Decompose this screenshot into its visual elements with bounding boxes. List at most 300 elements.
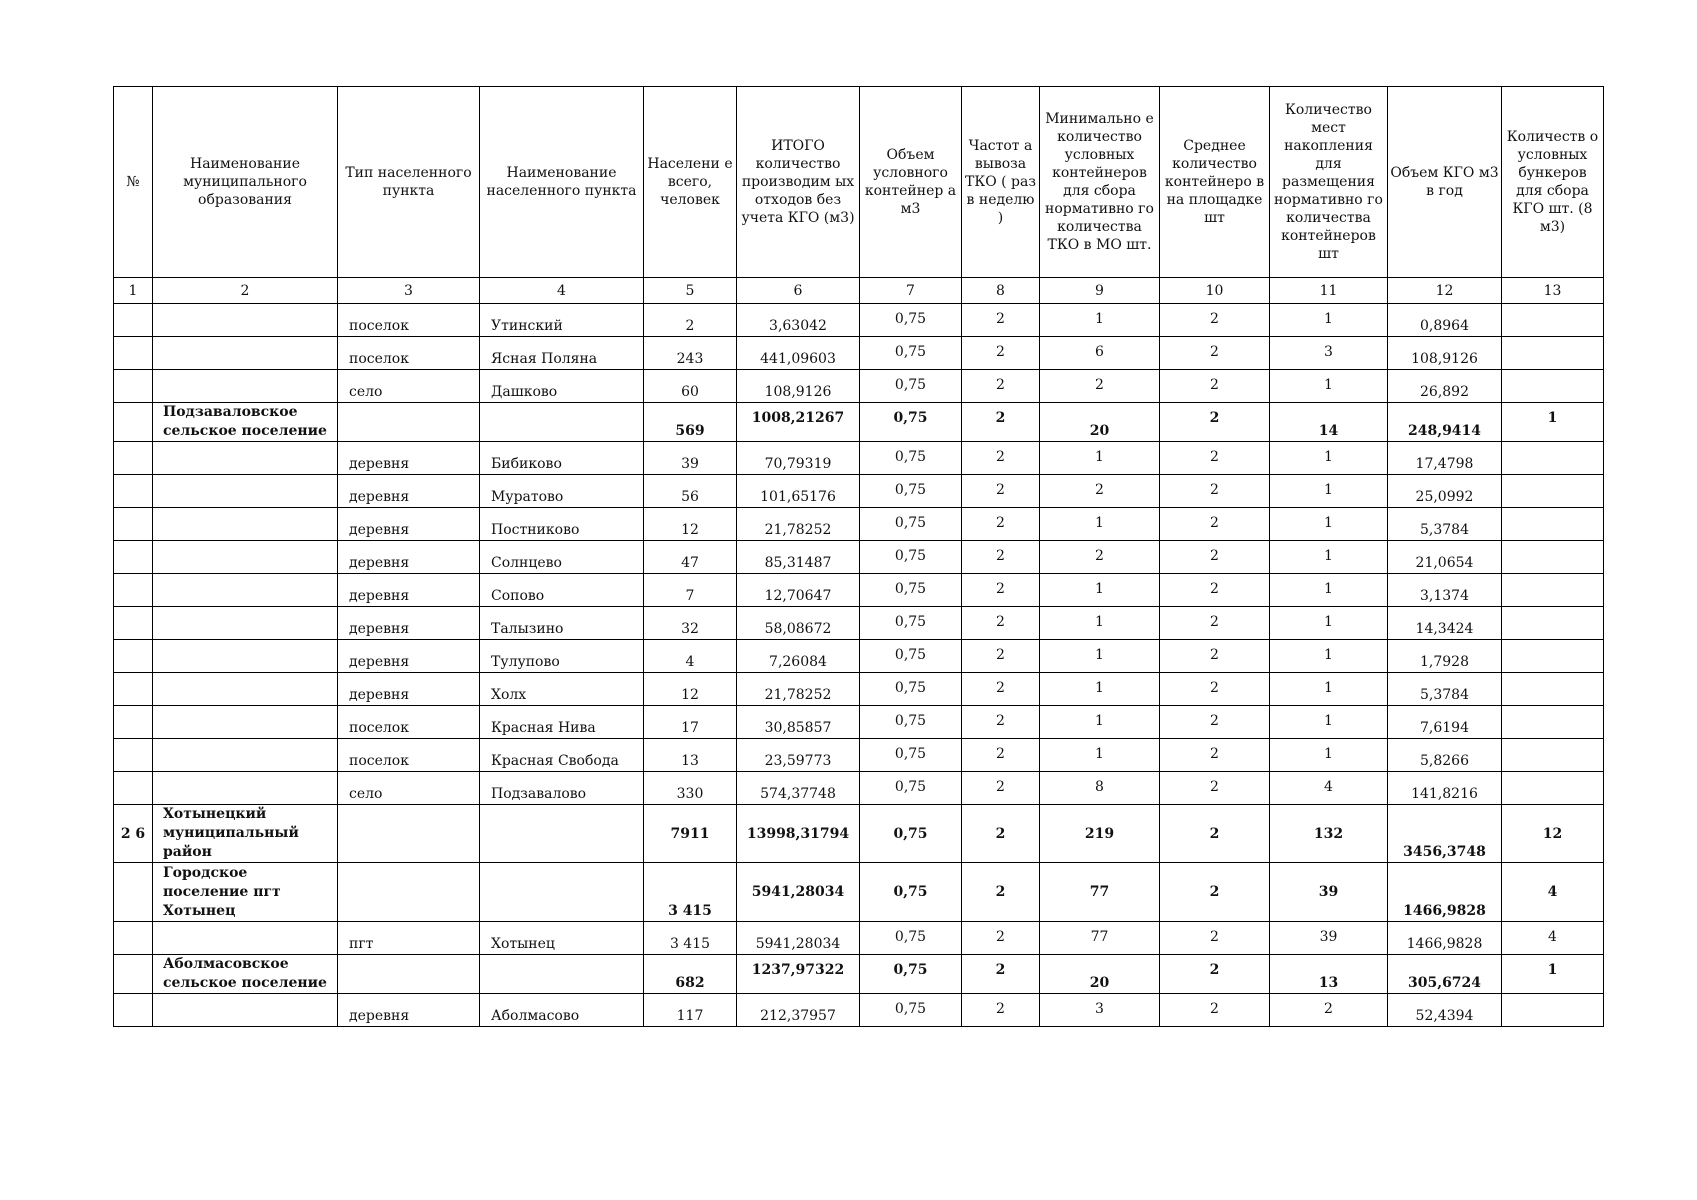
column-number: 12 xyxy=(1388,278,1502,304)
cell-total-waste: 23,59773 xyxy=(737,739,860,772)
cell-settlement-name: Талызино xyxy=(480,607,644,640)
header-total-waste: ИТОГО количество производим ых отходов без учета КГО (м3) xyxy=(737,87,860,278)
header-container-volume: Объем условного контейнер а м3 xyxy=(860,87,962,278)
cell-number xyxy=(114,508,153,541)
cell-frequency: 2 xyxy=(962,673,1040,706)
cell-municipality xyxy=(153,442,338,475)
cell-number xyxy=(114,673,153,706)
cell-min-containers: 1 xyxy=(1040,574,1160,607)
cell-sites: 132 xyxy=(1270,805,1388,863)
cell-total-waste: 21,78252 xyxy=(737,673,860,706)
cell-settlement-name: Подзавалово xyxy=(480,772,644,805)
cell-avg-containers: 2 xyxy=(1160,805,1270,863)
cell-settlement-name xyxy=(480,863,644,922)
cell-kgo-volume: 5,8266 xyxy=(1388,739,1502,772)
cell-min-containers: 20 xyxy=(1040,955,1160,994)
cell-municipality xyxy=(153,541,338,574)
cell-settlement-name: Утинский xyxy=(480,304,644,337)
cell-kgo-volume: 52,4394 xyxy=(1388,994,1502,1027)
cell-municipality xyxy=(153,607,338,640)
cell-settlement-type: деревня xyxy=(338,541,480,574)
cell-bunkers xyxy=(1502,337,1604,370)
cell-population: 12 xyxy=(644,673,737,706)
cell-container-volume: 0,75 xyxy=(860,370,962,403)
header-population: Населени е всего, человек xyxy=(644,87,737,278)
cell-min-containers: 2 xyxy=(1040,475,1160,508)
cell-settlement-name: Дашково xyxy=(480,370,644,403)
cell-municipality xyxy=(153,370,338,403)
cell-sites: 1 xyxy=(1270,304,1388,337)
cell-settlement-type xyxy=(338,863,480,922)
cell-min-containers: 77 xyxy=(1040,922,1160,955)
cell-total-waste: 5941,28034 xyxy=(737,922,860,955)
cell-container-volume: 0,75 xyxy=(860,994,962,1027)
cell-sites: 1 xyxy=(1270,541,1388,574)
cell-kgo-volume: 108,9126 xyxy=(1388,337,1502,370)
cell-kgo-volume: 7,6194 xyxy=(1388,706,1502,739)
table-row xyxy=(114,673,1604,706)
table-row xyxy=(114,706,1604,739)
cell-number xyxy=(114,640,153,673)
cell-bunkers xyxy=(1502,541,1604,574)
cell-settlement-type: деревня xyxy=(338,508,480,541)
header-avg-containers: Среднее количество контейнеро в на площадке шт xyxy=(1160,87,1270,278)
cell-sites: 1 xyxy=(1270,706,1388,739)
cell-population: 4 xyxy=(644,640,737,673)
cell-bunkers xyxy=(1502,607,1604,640)
cell-population: 117 xyxy=(644,994,737,1027)
cell-population: 3 415 xyxy=(644,922,737,955)
cell-municipality: Хотынецкий муниципальный район xyxy=(153,805,338,863)
cell-number xyxy=(114,337,153,370)
cell-bunkers xyxy=(1502,772,1604,805)
cell-settlement-type: деревня xyxy=(338,607,480,640)
cell-avg-containers: 2 xyxy=(1160,403,1270,442)
cell-total-waste: 1008,21267 xyxy=(737,403,860,442)
table-row xyxy=(114,863,1604,922)
cell-container-volume: 0,75 xyxy=(860,640,962,673)
cell-min-containers: 1 xyxy=(1040,442,1160,475)
cell-min-containers: 3 xyxy=(1040,994,1160,1027)
cell-sites: 1 xyxy=(1270,640,1388,673)
cell-sites: 39 xyxy=(1270,922,1388,955)
cell-kgo-volume: 5,3784 xyxy=(1388,508,1502,541)
column-number: 10 xyxy=(1160,278,1270,304)
cell-sites: 1 xyxy=(1270,739,1388,772)
cell-settlement-name xyxy=(480,403,644,442)
cell-min-containers: 1 xyxy=(1040,673,1160,706)
cell-settlement-type: деревня xyxy=(338,994,480,1027)
cell-population: 47 xyxy=(644,541,737,574)
cell-avg-containers: 2 xyxy=(1160,955,1270,994)
cell-avg-containers: 2 xyxy=(1160,442,1270,475)
cell-sites: 1 xyxy=(1270,574,1388,607)
cell-municipality xyxy=(153,337,338,370)
cell-container-volume: 0,75 xyxy=(860,607,962,640)
header-row xyxy=(114,87,1604,278)
cell-container-volume: 0,75 xyxy=(860,337,962,370)
cell-population: 569 xyxy=(644,403,737,442)
cell-number xyxy=(114,922,153,955)
cell-settlement-name: Солнцево xyxy=(480,541,644,574)
cell-kgo-volume: 305,6724 xyxy=(1388,955,1502,994)
cell-settlement-name: Аболмасово xyxy=(480,994,644,1027)
cell-municipality: Аболмасовское сельское поселение xyxy=(153,955,338,994)
cell-settlement-name: Бибиково xyxy=(480,442,644,475)
cell-container-volume: 0,75 xyxy=(860,304,962,337)
cell-kgo-volume: 14,3424 xyxy=(1388,607,1502,640)
column-number-row xyxy=(114,278,1604,304)
cell-municipality: Городское поселение пгт Хотынец xyxy=(153,863,338,922)
header-municipality: Наименование муниципального образования xyxy=(153,87,338,278)
document-page xyxy=(113,86,1603,1027)
cell-number xyxy=(114,863,153,922)
cell-min-containers: 2 xyxy=(1040,370,1160,403)
cell-avg-containers: 2 xyxy=(1160,475,1270,508)
cell-settlement-name xyxy=(480,805,644,863)
cell-bunkers xyxy=(1502,673,1604,706)
cell-frequency: 2 xyxy=(962,955,1040,994)
cell-container-volume: 0,75 xyxy=(860,955,962,994)
cell-min-containers: 1 xyxy=(1040,739,1160,772)
cell-frequency: 2 xyxy=(962,337,1040,370)
table-row xyxy=(114,955,1604,994)
cell-frequency: 2 xyxy=(962,805,1040,863)
cell-sites: 1 xyxy=(1270,442,1388,475)
cell-container-volume: 0,75 xyxy=(860,475,962,508)
cell-min-containers: 1 xyxy=(1040,640,1160,673)
table-row xyxy=(114,922,1604,955)
table-row xyxy=(114,574,1604,607)
cell-population: 13 xyxy=(644,739,737,772)
table-row xyxy=(114,304,1604,337)
cell-min-containers: 1 xyxy=(1040,607,1160,640)
cell-population: 39 xyxy=(644,442,737,475)
cell-total-waste: 30,85857 xyxy=(737,706,860,739)
cell-number xyxy=(114,541,153,574)
cell-population: 12 xyxy=(644,508,737,541)
cell-bunkers xyxy=(1502,706,1604,739)
cell-avg-containers: 2 xyxy=(1160,370,1270,403)
cell-frequency: 2 xyxy=(962,706,1040,739)
cell-settlement-name: Красная Нива xyxy=(480,706,644,739)
cell-settlement-type: деревня xyxy=(338,574,480,607)
cell-settlement-type xyxy=(338,955,480,994)
cell-avg-containers: 2 xyxy=(1160,541,1270,574)
cell-total-waste: 85,31487 xyxy=(737,541,860,574)
cell-settlement-type: село xyxy=(338,370,480,403)
cell-population: 7 xyxy=(644,574,737,607)
cell-kgo-volume: 21,0654 xyxy=(1388,541,1502,574)
cell-municipality xyxy=(153,739,338,772)
table-body xyxy=(114,304,1604,1027)
cell-number xyxy=(114,574,153,607)
cell-min-containers: 1 xyxy=(1040,706,1160,739)
cell-total-waste: 7,26084 xyxy=(737,640,860,673)
cell-total-waste: 1237,97322 xyxy=(737,955,860,994)
cell-kgo-volume: 5,3784 xyxy=(1388,673,1502,706)
cell-frequency: 2 xyxy=(962,541,1040,574)
cell-population: 243 xyxy=(644,337,737,370)
cell-total-waste: 13998,31794 xyxy=(737,805,860,863)
column-number: 5 xyxy=(644,278,737,304)
cell-settlement-type: деревня xyxy=(338,475,480,508)
cell-avg-containers: 2 xyxy=(1160,863,1270,922)
cell-number xyxy=(114,739,153,772)
cell-settlement-name: Тулупово xyxy=(480,640,644,673)
cell-frequency: 2 xyxy=(962,607,1040,640)
table-row xyxy=(114,994,1604,1027)
header-settlement-type: Тип населенного пункта xyxy=(338,87,480,278)
cell-avg-containers: 2 xyxy=(1160,574,1270,607)
cell-container-volume: 0,75 xyxy=(860,739,962,772)
cell-settlement-type: пгт xyxy=(338,922,480,955)
cell-frequency: 2 xyxy=(962,403,1040,442)
header-settlement-name: Наименование населенного пункта xyxy=(480,87,644,278)
cell-container-volume: 0,75 xyxy=(860,541,962,574)
cell-kgo-volume: 3,1374 xyxy=(1388,574,1502,607)
cell-municipality: Подзаваловское сельское поселение xyxy=(153,403,338,442)
column-number: 2 xyxy=(153,278,338,304)
cell-number xyxy=(114,403,153,442)
header-frequency: Частот а вывоза ТКО ( раз в неделю ) xyxy=(962,87,1040,278)
cell-kgo-volume: 25,0992 xyxy=(1388,475,1502,508)
table-row xyxy=(114,475,1604,508)
cell-total-waste: 574,37748 xyxy=(737,772,860,805)
header-kgo-volume: Объем КГО м3 в год xyxy=(1388,87,1502,278)
cell-number xyxy=(114,442,153,475)
cell-frequency: 2 xyxy=(962,772,1040,805)
cell-avg-containers: 2 xyxy=(1160,772,1270,805)
cell-sites: 1 xyxy=(1270,370,1388,403)
cell-container-volume: 0,75 xyxy=(860,442,962,475)
column-number: 11 xyxy=(1270,278,1388,304)
cell-kgo-volume: 1466,9828 xyxy=(1388,863,1502,922)
cell-sites: 4 xyxy=(1270,772,1388,805)
cell-container-volume: 0,75 xyxy=(860,706,962,739)
cell-frequency: 2 xyxy=(962,370,1040,403)
cell-municipality xyxy=(153,922,338,955)
cell-container-volume: 0,75 xyxy=(860,863,962,922)
cell-container-volume: 0,75 xyxy=(860,805,962,863)
cell-total-waste: 3,63042 xyxy=(737,304,860,337)
header-no: № xyxy=(114,87,153,278)
cell-avg-containers: 2 xyxy=(1160,994,1270,1027)
cell-number: 2 6 xyxy=(114,805,153,863)
cell-total-waste: 58,08672 xyxy=(737,607,860,640)
cell-population: 330 xyxy=(644,772,737,805)
table-row xyxy=(114,370,1604,403)
cell-frequency: 2 xyxy=(962,739,1040,772)
cell-settlement-name: Хотынец xyxy=(480,922,644,955)
cell-number xyxy=(114,607,153,640)
cell-sites: 13 xyxy=(1270,955,1388,994)
cell-total-waste: 441,09603 xyxy=(737,337,860,370)
cell-settlement-type xyxy=(338,403,480,442)
cell-bunkers xyxy=(1502,739,1604,772)
cell-municipality xyxy=(153,508,338,541)
cell-avg-containers: 2 xyxy=(1160,337,1270,370)
cell-container-volume: 0,75 xyxy=(860,508,962,541)
cell-frequency: 2 xyxy=(962,574,1040,607)
table-row xyxy=(114,337,1604,370)
cell-municipality xyxy=(153,640,338,673)
table-row xyxy=(114,442,1604,475)
table-row xyxy=(114,403,1604,442)
table-row xyxy=(114,607,1604,640)
cell-container-volume: 0,75 xyxy=(860,574,962,607)
cell-bunkers xyxy=(1502,508,1604,541)
cell-population: 32 xyxy=(644,607,737,640)
cell-sites: 39 xyxy=(1270,863,1388,922)
cell-population: 60 xyxy=(644,370,737,403)
cell-number xyxy=(114,706,153,739)
table-row xyxy=(114,508,1604,541)
cell-number xyxy=(114,475,153,508)
cell-min-containers: 2 xyxy=(1040,541,1160,574)
cell-avg-containers: 2 xyxy=(1160,739,1270,772)
cell-settlement-type: поселок xyxy=(338,337,480,370)
cell-frequency: 2 xyxy=(962,863,1040,922)
cell-settlement-type: деревня xyxy=(338,673,480,706)
cell-frequency: 2 xyxy=(962,994,1040,1027)
cell-avg-containers: 2 xyxy=(1160,640,1270,673)
cell-total-waste: 212,37957 xyxy=(737,994,860,1027)
cell-frequency: 2 xyxy=(962,922,1040,955)
table-row xyxy=(114,739,1604,772)
cell-number xyxy=(114,304,153,337)
cell-bunkers xyxy=(1502,640,1604,673)
cell-population: 682 xyxy=(644,955,737,994)
cell-settlement-name: Сопово xyxy=(480,574,644,607)
cell-sites: 14 xyxy=(1270,403,1388,442)
cell-min-containers: 8 xyxy=(1040,772,1160,805)
cell-settlement-name xyxy=(480,955,644,994)
column-number: 8 xyxy=(962,278,1040,304)
cell-avg-containers: 2 xyxy=(1160,508,1270,541)
cell-frequency: 2 xyxy=(962,304,1040,337)
cell-bunkers xyxy=(1502,370,1604,403)
cell-bunkers: 4 xyxy=(1502,922,1604,955)
cell-number xyxy=(114,370,153,403)
cell-container-volume: 0,75 xyxy=(860,772,962,805)
cell-min-containers: 219 xyxy=(1040,805,1160,863)
cell-municipality xyxy=(153,673,338,706)
cell-settlement-type: деревня xyxy=(338,640,480,673)
cell-bunkers xyxy=(1502,475,1604,508)
cell-kgo-volume: 1,7928 xyxy=(1388,640,1502,673)
cell-number xyxy=(114,772,153,805)
table-row xyxy=(114,772,1604,805)
cell-bunkers: 1 xyxy=(1502,403,1604,442)
column-number: 1 xyxy=(114,278,153,304)
cell-min-containers: 20 xyxy=(1040,403,1160,442)
cell-bunkers xyxy=(1502,574,1604,607)
column-number: 13 xyxy=(1502,278,1604,304)
cell-avg-containers: 2 xyxy=(1160,706,1270,739)
column-number: 3 xyxy=(338,278,480,304)
cell-settlement-type xyxy=(338,805,480,863)
cell-settlement-type: село xyxy=(338,772,480,805)
cell-sites: 2 xyxy=(1270,994,1388,1027)
cell-container-volume: 0,75 xyxy=(860,922,962,955)
cell-bunkers xyxy=(1502,304,1604,337)
cell-settlement-name: Холх xyxy=(480,673,644,706)
cell-container-volume: 0,75 xyxy=(860,403,962,442)
cell-sites: 1 xyxy=(1270,475,1388,508)
waste-table xyxy=(113,86,1604,1027)
cell-settlement-type: деревня xyxy=(338,442,480,475)
cell-bunkers: 1 xyxy=(1502,955,1604,994)
cell-frequency: 2 xyxy=(962,442,1040,475)
cell-settlement-name: Ясная Поляна xyxy=(480,337,644,370)
cell-bunkers xyxy=(1502,442,1604,475)
table-row xyxy=(114,541,1604,574)
cell-container-volume: 0,75 xyxy=(860,673,962,706)
cell-bunkers: 4 xyxy=(1502,863,1604,922)
cell-sites: 1 xyxy=(1270,508,1388,541)
cell-kgo-volume: 0,8964 xyxy=(1388,304,1502,337)
cell-number xyxy=(114,955,153,994)
cell-kgo-volume: 141,8216 xyxy=(1388,772,1502,805)
cell-municipality xyxy=(153,994,338,1027)
cell-bunkers xyxy=(1502,994,1604,1027)
cell-min-containers: 1 xyxy=(1040,304,1160,337)
cell-total-waste: 5941,28034 xyxy=(737,863,860,922)
cell-total-waste: 70,79319 xyxy=(737,442,860,475)
column-number: 9 xyxy=(1040,278,1160,304)
cell-population: 17 xyxy=(644,706,737,739)
cell-kgo-volume: 26,892 xyxy=(1388,370,1502,403)
cell-population: 2 xyxy=(644,304,737,337)
cell-number xyxy=(114,994,153,1027)
cell-avg-containers: 2 xyxy=(1160,304,1270,337)
cell-min-containers: 77 xyxy=(1040,863,1160,922)
column-number: 4 xyxy=(480,278,644,304)
header-sites: Количество мест накопления для размещения нормативно го количества контейнеров шт xyxy=(1270,87,1388,278)
cell-kgo-volume: 248,9414 xyxy=(1388,403,1502,442)
cell-min-containers: 6 xyxy=(1040,337,1160,370)
cell-sites: 3 xyxy=(1270,337,1388,370)
header-min-containers: Минимально е количество условных контейнеров для сбора нормативно го количества ТКО в МО шт. xyxy=(1040,87,1160,278)
cell-settlement-name: Красная Свобода xyxy=(480,739,644,772)
cell-avg-containers: 2 xyxy=(1160,673,1270,706)
cell-total-waste: 108,9126 xyxy=(737,370,860,403)
column-number: 7 xyxy=(860,278,962,304)
cell-population: 7911 xyxy=(644,805,737,863)
cell-settlement-name: Постниково xyxy=(480,508,644,541)
cell-avg-containers: 2 xyxy=(1160,922,1270,955)
cell-frequency: 2 xyxy=(962,640,1040,673)
cell-municipality xyxy=(153,574,338,607)
cell-min-containers: 1 xyxy=(1040,508,1160,541)
cell-municipality xyxy=(153,772,338,805)
cell-municipality xyxy=(153,706,338,739)
column-number: 6 xyxy=(737,278,860,304)
cell-frequency: 2 xyxy=(962,508,1040,541)
cell-settlement-type: поселок xyxy=(338,304,480,337)
cell-frequency: 2 xyxy=(962,475,1040,508)
cell-avg-containers: 2 xyxy=(1160,607,1270,640)
table-row xyxy=(114,805,1604,863)
cell-settlement-name: Муратово xyxy=(480,475,644,508)
cell-settlement-type: поселок xyxy=(338,706,480,739)
cell-municipality xyxy=(153,304,338,337)
cell-sites: 1 xyxy=(1270,673,1388,706)
cell-municipality xyxy=(153,475,338,508)
cell-population: 3 415 xyxy=(644,863,737,922)
cell-kgo-volume: 3456,3748 xyxy=(1388,805,1502,863)
